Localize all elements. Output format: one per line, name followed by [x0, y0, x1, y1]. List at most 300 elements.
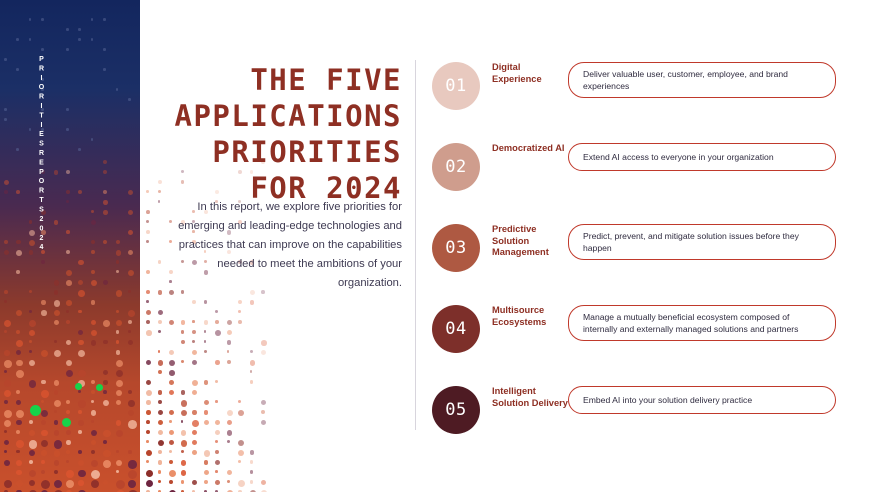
decorative-dot: [103, 160, 107, 164]
decorative-dot: [204, 320, 209, 325]
decorative-dot: [181, 460, 187, 466]
decorative-dot: [66, 270, 72, 276]
decorative-dot: [4, 300, 7, 303]
decorative-dot: [4, 450, 7, 453]
decorative-dot: [215, 380, 218, 383]
decorative-dot: [158, 430, 163, 435]
decorative-dot: [158, 190, 161, 193]
decorative-dot: [29, 320, 36, 327]
decorative-dot: [91, 300, 96, 305]
decorative-dot: [116, 320, 122, 326]
decorative-dot: [41, 460, 45, 464]
title-line-4: FOR 2024: [250, 171, 402, 205]
decorative-dot: [103, 190, 107, 194]
decorative-dot: [158, 390, 163, 395]
decorative-dot: [29, 380, 37, 388]
decorative-dot: [91, 320, 96, 325]
decorative-dot: [66, 320, 70, 324]
decorative-dot: [66, 440, 71, 445]
decorative-dot: [169, 420, 172, 423]
decorative-dot: [103, 430, 110, 437]
decorative-dot: [91, 380, 95, 384]
decorative-dot: [91, 430, 97, 436]
decorative-dot: [146, 320, 150, 324]
decorative-dot: [78, 420, 84, 426]
decorative-dot: [78, 410, 82, 414]
decorative-dot: [116, 450, 119, 453]
decorative-dot: [66, 128, 69, 131]
decorative-dot: [128, 270, 134, 276]
decorative-dot: [29, 360, 35, 366]
decorative-dot: [41, 18, 44, 21]
decorative-dot: [116, 240, 120, 244]
decorative-dot: [91, 400, 94, 403]
decorative-dot: [169, 360, 175, 366]
decorative-dot: [227, 350, 230, 353]
priority-label: Democratized AI: [492, 143, 565, 153]
priority-row: [432, 386, 852, 452]
decorative-dot: [29, 230, 35, 236]
decorative-dot: [261, 480, 266, 485]
decorative-dot: [29, 240, 35, 246]
intro-paragraph: In this report, we explore five priorities for emerging and leading-edge technologies and practices that can improve on the capabilities needed to meet the ambitions of your organization.: [178, 201, 402, 289]
decorative-dot: [66, 360, 72, 366]
priority-list: [432, 62, 852, 467]
decorative-dot: [103, 280, 108, 285]
decorative-dot: [215, 400, 218, 403]
decorative-dot: [169, 430, 174, 435]
decorative-dot: [78, 400, 86, 408]
decorative-dot: [192, 330, 196, 334]
decorative-dot: [41, 390, 49, 398]
decorative-dot: [181, 400, 188, 407]
decorative-dot: [250, 460, 254, 464]
title-line-3: PRIORITIES: [212, 135, 402, 169]
decorative-dot: [146, 380, 151, 385]
decorative-dot: [169, 410, 174, 415]
decorative-dot: [91, 480, 99, 488]
decorative-dot: [78, 310, 81, 313]
priority-row: [432, 224, 852, 290]
decorative-dot: [16, 270, 20, 274]
decorative-dot: [238, 310, 241, 313]
decorative-dot: [16, 420, 21, 425]
decorative-dot: [29, 310, 32, 313]
decorative-dot: [4, 430, 7, 433]
decorative-dot: [91, 440, 96, 445]
decorative-dot: [103, 200, 108, 205]
decorative-dot: [146, 300, 149, 303]
page-title: [170, 62, 402, 206]
decorative-dot: [192, 430, 197, 435]
decorative-dot: [78, 148, 81, 151]
decorative-dot: [16, 68, 19, 71]
decorative-dot: [4, 58, 7, 61]
decorative-dot: [4, 460, 10, 466]
decorative-dot: [250, 300, 255, 305]
decorative-dot: [103, 390, 107, 394]
decorative-dot: [261, 410, 265, 414]
decorative-dot: [78, 280, 83, 285]
decorative-dot: [78, 460, 84, 466]
decorative-dot: [66, 310, 69, 313]
decorative-dot: [4, 410, 12, 418]
decorative-dot: [91, 38, 94, 41]
decorative-dot: [66, 48, 69, 51]
decorative-dot: [16, 410, 24, 418]
decorative-dot: [146, 400, 151, 405]
decorative-dot: [181, 410, 187, 416]
decorative-dot: [192, 380, 198, 386]
priority-row: [432, 62, 852, 128]
decorative-dot: [146, 390, 152, 396]
decorative-dot: [78, 370, 85, 377]
decorative-dot: [116, 350, 121, 355]
decorative-dot: [181, 430, 187, 436]
decorative-dot: [128, 410, 134, 416]
decorative-dot: [16, 370, 24, 378]
decorative-dot: [54, 460, 60, 466]
decorative-dot: [62, 418, 71, 427]
decorative-dot: [4, 330, 7, 333]
decorative-dot: [192, 390, 197, 395]
decorative-dot: [41, 440, 48, 447]
decorative-dot: [158, 360, 164, 366]
decorative-dot: [4, 290, 8, 294]
decorative-dot: [54, 300, 61, 307]
decorative-dot: [227, 470, 232, 475]
decorative-dot: [29, 38, 32, 41]
decorative-dot: [116, 270, 119, 273]
decorative-dot: [169, 350, 174, 355]
decorative-dot: [29, 128, 32, 131]
decorative-dot: [16, 430, 20, 434]
decorative-dot: [181, 450, 184, 453]
decorative-dot: [54, 390, 59, 395]
decorative-dot: [158, 330, 161, 333]
priority-description-pill: Predict, prevent, and mitigate solution issues before they happen: [568, 224, 836, 260]
decorative-dot: [169, 480, 173, 484]
decorative-dot: [103, 18, 106, 21]
decorative-dot: [227, 480, 230, 483]
decorative-dot: [181, 330, 185, 334]
decorative-dot: [91, 450, 95, 454]
decorative-dot: [91, 250, 95, 254]
decorative-dot: [16, 310, 22, 316]
decorative-dot: [250, 360, 256, 366]
decorative-dot: [169, 380, 174, 385]
decorative-dot: [4, 380, 11, 387]
priority-description-pill: Embed AI into your solution delivery practice: [568, 386, 836, 414]
decorative-dot: [250, 450, 255, 455]
decorative-dot: [16, 470, 21, 475]
decorative-dot: [215, 330, 221, 336]
decorative-dot: [181, 470, 187, 476]
decorative-dot: [29, 450, 35, 456]
decorative-dot: [128, 460, 137, 469]
decorative-dot: [54, 350, 61, 357]
decorative-dot: [4, 390, 11, 397]
decorative-dot: [192, 320, 195, 323]
decorative-dot: [192, 480, 197, 485]
decorative-dot: [54, 310, 60, 316]
decorative-dot: [215, 420, 220, 425]
decorative-dot: [146, 240, 149, 243]
decorative-dot: [66, 230, 70, 234]
decorative-dot: [75, 383, 82, 390]
decorative-dot: [128, 98, 131, 101]
decorative-dot: [238, 440, 244, 446]
decorative-dot: [96, 384, 103, 391]
decorative-dot: [78, 480, 84, 486]
decorative-dot: [54, 380, 60, 386]
decorative-dot: [54, 420, 59, 425]
decorative-dot: [192, 300, 196, 304]
decorative-dot: [158, 420, 163, 425]
decorative-dot: [261, 340, 267, 346]
decorative-dot: [192, 340, 195, 343]
decorative-dot: [238, 320, 242, 324]
decorative-dot: [116, 400, 121, 405]
decorative-dot: [4, 360, 12, 368]
vertical-label-priorities: PRIORITIES: [38, 56, 45, 150]
decorative-dot: [41, 400, 44, 403]
decorative-dot: [215, 440, 218, 443]
decorative-dot: [238, 400, 241, 403]
decorative-dot: [91, 280, 97, 286]
title-line-1: THE FIVE: [250, 63, 402, 97]
decorative-dot: [4, 350, 10, 356]
decorative-dot: [103, 240, 107, 244]
decorative-dot: [91, 270, 95, 274]
decorative-dot: [16, 450, 19, 453]
decorative-dot: [181, 420, 184, 423]
decorative-dot: [78, 340, 83, 345]
decorative-dot: [16, 440, 24, 448]
decorative-dot: [146, 410, 151, 415]
decorative-dot: [16, 350, 21, 355]
decorative-dot: [66, 460, 69, 463]
decorative-dot: [169, 320, 174, 325]
decorative-dot: [128, 210, 133, 215]
decorative-dot: [128, 470, 137, 479]
decorative-dot: [227, 410, 233, 416]
decorative-dot: [158, 450, 162, 454]
decorative-dot: [116, 370, 123, 377]
decorative-dot: [29, 350, 32, 353]
decorative-dot: [78, 190, 82, 194]
decorative-dot: [54, 320, 59, 325]
decorative-dot: [54, 400, 61, 407]
priority-label: Multisource Ecosystems: [492, 305, 547, 327]
decorative-dot: [91, 18, 94, 21]
decorative-dot: [66, 470, 74, 478]
left-dot-pattern: [0, 0, 140, 492]
decorative-dot: [158, 200, 161, 203]
decorative-dot: [238, 450, 244, 456]
decorative-dot: [192, 360, 197, 365]
decorative-dot: [29, 18, 32, 21]
decorative-dot: [116, 390, 122, 396]
decorative-dot: [103, 480, 108, 485]
decorative-dot: [66, 340, 71, 345]
decorative-dot: [41, 380, 45, 384]
decorative-dot: [91, 330, 97, 336]
decorative-dot: [250, 380, 254, 384]
decorative-dot: [204, 460, 209, 465]
decorative-dot: [158, 260, 162, 264]
decorative-dot: [215, 320, 219, 324]
decorative-dot: [128, 390, 132, 394]
decorative-dot: [116, 88, 119, 91]
decorative-dot: [29, 420, 33, 424]
priority-label: Digital Experience: [492, 62, 542, 84]
decorative-dot: [192, 420, 199, 427]
decorative-dot: [238, 460, 241, 463]
decorative-dot: [54, 340, 57, 343]
vertical-label-reports: REPORTS: [38, 150, 45, 216]
decorative-dot: [4, 370, 7, 373]
decorative-dot: [227, 420, 232, 425]
decorative-dot: [103, 340, 107, 344]
decorative-dot: [29, 480, 35, 486]
decorative-dot: [146, 210, 150, 214]
decorative-dot: [16, 480, 23, 487]
decorative-dot: [116, 480, 125, 489]
decorative-dot: [78, 28, 81, 31]
decorative-dot: [41, 420, 46, 425]
decorative-dot: [169, 460, 173, 464]
priority-number-badge: 05: [432, 386, 480, 434]
decorative-dot: [66, 280, 72, 286]
priority-label: Intelligent Solution Delivery: [492, 386, 568, 408]
decorative-dot: [91, 410, 97, 416]
decorative-dot: [169, 450, 172, 453]
decorative-dot: [204, 410, 209, 415]
decorative-dot: [91, 390, 95, 394]
decorative-dot: [91, 340, 97, 346]
decorative-dot: [91, 240, 95, 244]
decorative-dot: [181, 340, 185, 344]
decorative-dot: [41, 300, 46, 305]
decorative-dot: [250, 480, 254, 484]
decorative-dot: [128, 480, 136, 488]
decorative-dot: [116, 420, 122, 426]
decorative-dot: [4, 480, 12, 488]
decorative-dot: [215, 470, 218, 473]
decorative-dot: [158, 290, 163, 295]
decorative-dot: [215, 450, 219, 454]
decorative-dot: [227, 360, 231, 364]
decorative-dot: [91, 420, 94, 423]
decorative-dot: [158, 410, 163, 415]
decorative-dot: [250, 370, 253, 373]
decorative-dot: [41, 48, 44, 51]
decorative-dot: [66, 410, 70, 414]
decorative-dot: [227, 330, 232, 335]
decorative-dot: [30, 405, 41, 416]
decorative-dot: [66, 370, 73, 377]
decorative-dot: [4, 440, 9, 445]
decorative-dot: [16, 400, 21, 405]
decorative-dot: [227, 430, 233, 436]
decorative-dot: [103, 440, 107, 444]
decorative-dot: [103, 48, 106, 51]
decorative-dot: [238, 410, 244, 416]
decorative-dot: [16, 148, 19, 151]
decorative-dot: [103, 450, 110, 457]
decorative-dot: [128, 400, 135, 407]
decorative-dot: [181, 390, 186, 395]
decorative-dot: [103, 460, 111, 468]
decorative-dot: [103, 400, 109, 406]
decorative-dot: [192, 350, 197, 355]
decorative-dot: [29, 340, 32, 343]
vertical-divider: [415, 60, 416, 430]
decorative-dot: [128, 250, 133, 255]
decorative-dot: [116, 380, 123, 387]
decorative-dot: [227, 440, 230, 443]
decorative-dot: [204, 470, 209, 475]
decorative-dot: [41, 260, 45, 264]
decorative-dot: [4, 400, 8, 404]
decorative-dot: [204, 450, 211, 457]
decorative-dot: [158, 350, 161, 353]
decorative-dot: [158, 180, 162, 184]
decorative-dot: [91, 460, 98, 467]
priority-label: Predictive Solution Management: [492, 224, 549, 257]
decorative-dot: [261, 350, 266, 355]
decorative-dot: [54, 290, 59, 295]
decorative-dot: [250, 350, 253, 353]
decorative-dot: [204, 300, 208, 304]
decorative-dot: [16, 330, 20, 334]
decorative-dot: [54, 450, 61, 457]
decorative-dot: [66, 200, 69, 203]
decorative-dot: [204, 350, 207, 353]
decorative-dot: [169, 390, 174, 395]
decorative-dot: [215, 360, 220, 365]
decorative-dot: [66, 430, 71, 435]
decorative-dot: [158, 440, 164, 446]
decorative-dot: [146, 460, 149, 463]
decorative-dot: [41, 430, 47, 436]
decorative-dot: [116, 460, 122, 466]
decorative-dot: [41, 410, 48, 417]
title-line-2: APPLICATIONS: [174, 99, 402, 133]
decorative-dot: [215, 460, 220, 465]
decorative-dot: [204, 340, 207, 343]
decorative-dot: [204, 420, 209, 425]
decorative-dot: [146, 220, 149, 223]
decorative-dot: [54, 470, 58, 474]
vertical-report-label: [36, 56, 54, 253]
decorative-dot: [78, 390, 81, 393]
decorative-dot: [29, 440, 38, 449]
decorative-dot: [66, 300, 72, 306]
decorative-dot: [128, 230, 133, 235]
decorative-dot: [78, 470, 85, 477]
decorative-dot: [250, 470, 254, 474]
decorative-dot: [78, 330, 83, 335]
decorative-dot: [181, 360, 184, 363]
decorative-dot: [128, 340, 133, 345]
decorative-dot: [29, 430, 35, 436]
decorative-dot: [91, 220, 96, 225]
decorative-dot: [54, 170, 59, 175]
decorative-dot: [54, 280, 60, 286]
vertical-label-year: 2024: [38, 215, 45, 254]
